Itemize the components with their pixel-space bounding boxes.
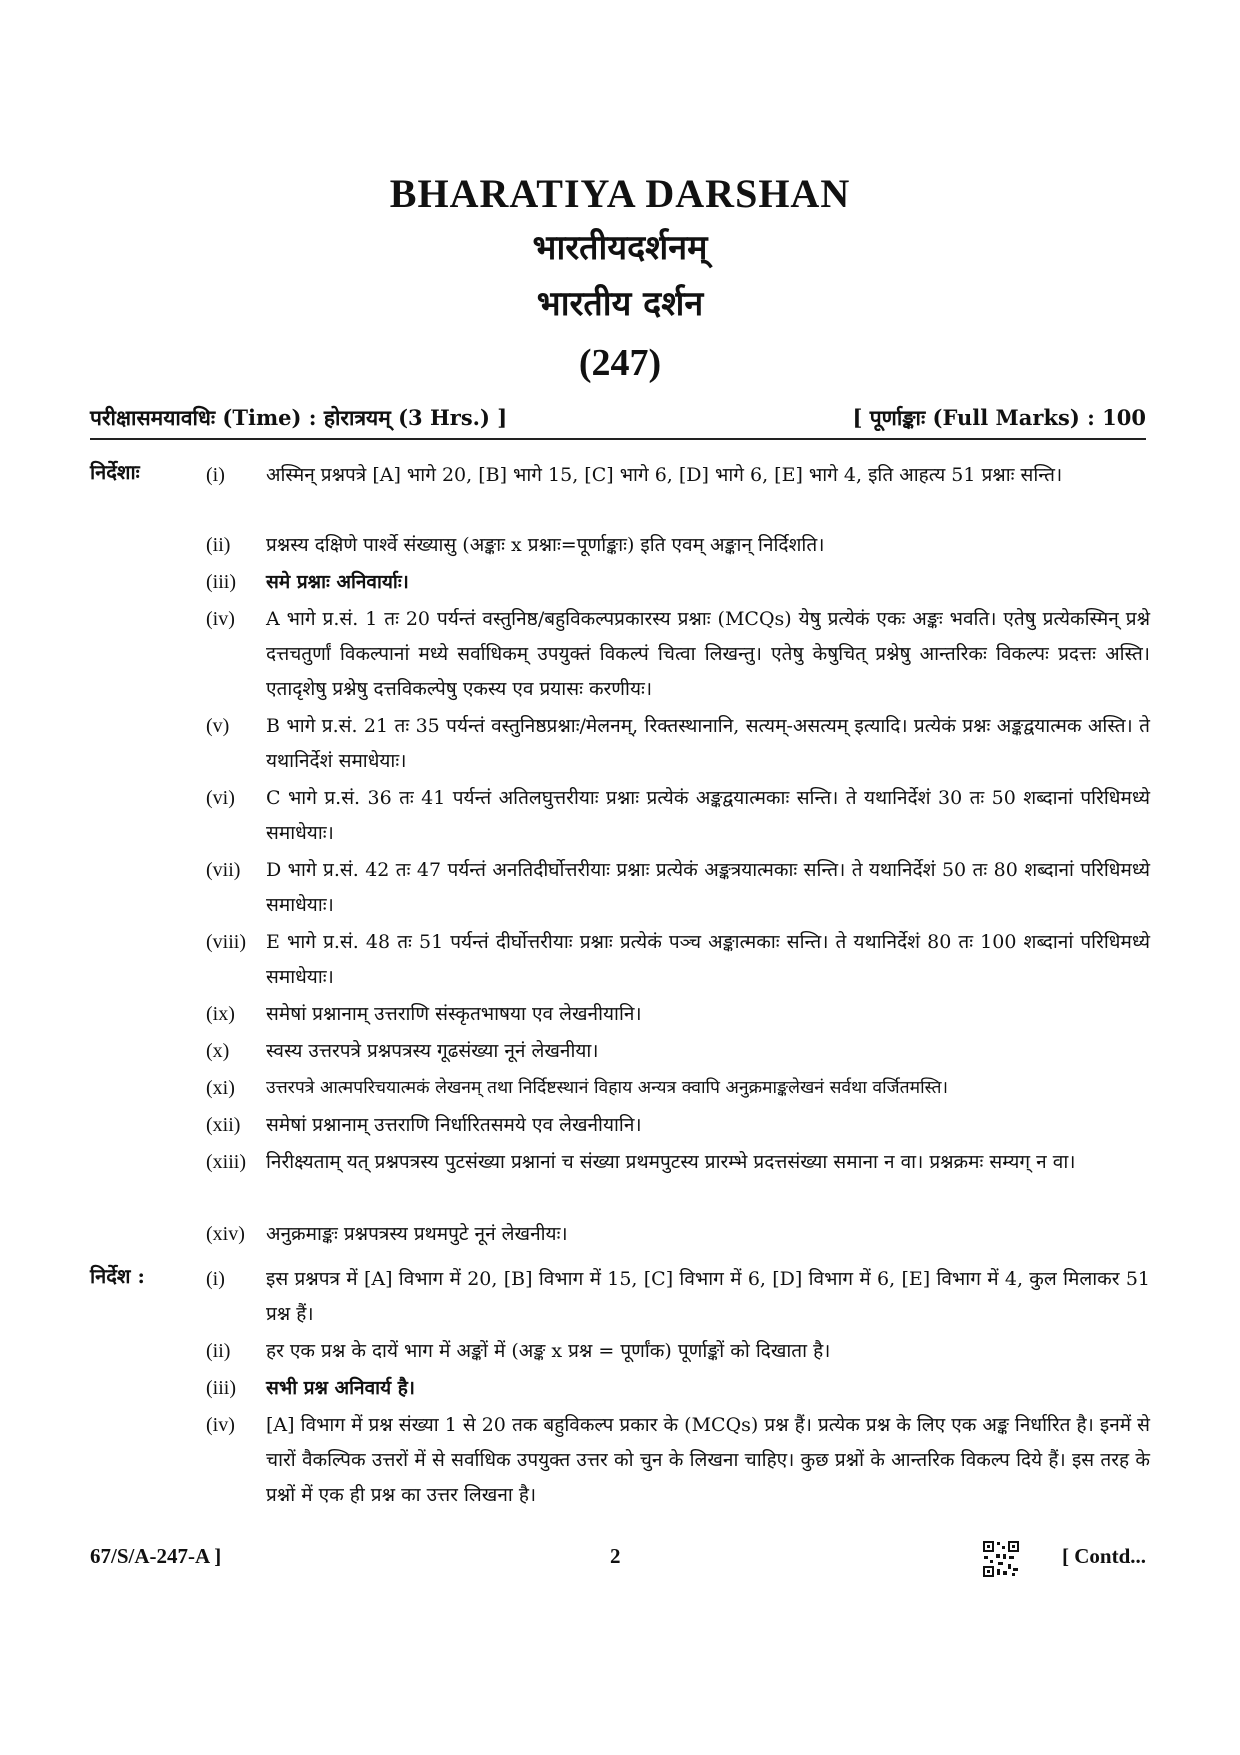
item-text: C भागे प्र.सं. 36 तः 41 पर्यन्तं अतिलघुत्तरीयाः प्रश्नाः प्रत्येकं अङ्कद्वयात्मकाः सन्ति। ते यथानिर्देशं 30 तः 50 शब्दानां परिधिमध्ये समाधेयाः। — [266, 787, 1150, 844]
list-item — [90, 1217, 1150, 1254]
item-number: (xiv) — [206, 1223, 245, 1245]
item-text: समेषां प्रश्नानाम् उत्तराणि निर्धारितसमये एव लेखनीयानि। — [266, 1114, 642, 1136]
item-text: [A] विभाग में प्रश्न संख्या 1 से 20 तक बहुविकल्प प्रकार के (MCQs) प्रश्न हैं। प्रत्येक प्रश्न के लिए एक अङ्क निर्धारित है। इनमें से चारों वैकल्पिक उत्तरों में से सर्वाधिक उपयुक्त उत्तर को चुन के लिखना चाहिए। कुछ प्रश्नों के आन्तरिक विकल्प दिये हैं। इस तरह के प्रश्नों में एक ही प्रश्न का उत्तर लिखना है। — [266, 1414, 1151, 1506]
item-number: (v) — [206, 715, 230, 737]
list-item — [90, 458, 1150, 528]
hindi-instructions — [90, 1262, 1150, 1515]
subject-code: (247) — [578, 342, 662, 384]
time-label: परीक्षासमयावधिः (Time) : होरात्रयम् (3 Hrs.) ] — [90, 405, 508, 430]
item-text: इस प्रश्नपत्र में [A] विभाग में 20, [B] विभाग में 15, [C] विभाग में 6, [D] विभाग में 6, [E] विभाग में 4, कुल मिलाकर 51 प्रश्न हैं। — [266, 1268, 1150, 1325]
list-item — [90, 602, 1150, 709]
list-item — [90, 1371, 1150, 1408]
qr-code-icon — [982, 1540, 1020, 1578]
item-text: समे प्रश्नाः अनिवार्याः। — [266, 571, 409, 593]
title-block — [0, 168, 1240, 394]
paper-code: 67/S/A-247-A ] — [90, 1544, 222, 1568]
item-text: D भागे प्र.सं. 42 तः 47 पर्यन्तं अनतिदीर्घोत्तरीयाः प्रश्नाः प्रत्येकं अङ्कत्रयात्मकाः सन्ति। ते यथानिर्देशं 50 तः 80 शब्दानां परिधिमध्ये समाधेयाः। — [266, 859, 1150, 916]
list-item — [90, 565, 1150, 602]
item-text: समेषां प्रश्नानाम् उत्तराणि संस्कृतभाषया एव लेखनीयानि। — [266, 1003, 642, 1025]
item-number: (ii) — [206, 1340, 231, 1362]
item-text: A भागे प्र.सं. 1 तः 20 पर्यन्तं वस्तुनिष्ठ/बहुविकल्पप्रकारस्य प्रश्नाः (MCQs) येषु प्रत्येकं एकः अङ्कः भवति। एतेषु प्रत्येकस्मिन् प्रश्ने दत्तचतुर्णां विकल्पानां मध्ये सर्वाधिकम् उपयुक्तं विकल्पं चित्वा लिखन्तु। एतेषु केषुचित् प्रश्नेषु आन्तरिकः विकल्पः प्रदत्तः अस्ति। एतादृशेषु प्रश्नेषु दत्तविकल्पेषु एकस्य एव प्रयासः करणीयः। — [266, 608, 1150, 700]
item-text: उत्तरपत्रे आत्मपरिचयात्मकं लेखनम् तथा निर्दिष्टस्थानं विहाय अन्यत्र क्वापि अनुक्रमाङ्कलेखनं सर्वथा वर्जितमस्ति। — [266, 1078, 949, 1098]
list-item — [90, 925, 1150, 997]
list-item — [90, 1334, 1150, 1371]
list-item — [90, 1034, 1150, 1071]
title-sanskrit: भारतीयदर्शनम् — [532, 228, 708, 268]
item-number: (xi) — [206, 1077, 235, 1099]
item-text: स्वस्य उत्तरपत्रे प्रश्नपत्रस्य गूढसंख्या नूनं लेखनीया। — [266, 1040, 599, 1062]
item-text: प्रश्नस्य दक्षिणे पार्श्वे संख्यासु (अङ्काः x प्रश्नाः=पूर्णाङ्काः) इति एवम् अङ्कान् निर्दिशति। — [266, 534, 825, 556]
item-number: (iv) — [206, 608, 235, 630]
item-number: (iii) — [206, 1377, 236, 1399]
list-item — [90, 1408, 1150, 1515]
list-item — [90, 781, 1150, 853]
item-number: (ix) — [206, 1003, 235, 1025]
item-text: सभी प्रश्न अनिवार्य है। — [266, 1377, 415, 1399]
page-footer — [90, 1540, 1146, 1580]
item-number: (i) — [206, 1268, 225, 1290]
item-text: हर एक प्रश्न के दायें भाग में अङ्कों में (अङ्क x प्रश्न = पूर्णांक) पूर्णाङ्कों को दिखाता है। — [266, 1340, 831, 1362]
marks-label: [ पूर्णाङ्काः (Full Marks) : 100 — [852, 405, 1146, 430]
list-item — [90, 1145, 1150, 1217]
title-english: BHARATIYA DARSHAN — [389, 171, 851, 216]
list-item — [90, 853, 1150, 925]
list-item — [90, 528, 1150, 565]
list-item — [90, 1108, 1150, 1145]
list-item — [90, 709, 1150, 781]
continued-label: [ Contd... — [1061, 1544, 1146, 1568]
item-number: (xii) — [206, 1114, 241, 1136]
item-number: (vi) — [206, 787, 235, 809]
item-text: B भागे प्र.सं. 21 तः 35 पर्यन्तं वस्तुनिष्ठप्रश्नाः/मेलनम्, रिक्तस्थानानि, सत्यम्-असत्यम् इत्यादि। प्रत्येकं प्रश्नः अङ्कद्वयात्मक अस्ति। ते यथानिर्देशं समाधेयाः। — [266, 715, 1150, 772]
item-number: (vii) — [206, 859, 241, 881]
item-text: निरीक्ष्यताम् यत् प्रश्नपत्रस्य पुटसंख्या प्रश्नानां च संख्या प्रथमपुटस्य प्रारम्भे प्रदत्तसंख्या समाना न वा। प्रश्नक्रमः सम्यग् न वा। — [266, 1151, 1076, 1173]
sanskrit-instructions — [90, 458, 1150, 1254]
page-number: 2 — [610, 1544, 621, 1568]
item-number: (iv) — [206, 1414, 235, 1436]
item-number: (xiii) — [206, 1151, 246, 1173]
item-number: (viii) — [206, 931, 246, 953]
exam-meta-bar — [90, 404, 1146, 440]
item-text: अनुक्रमाङ्कः प्रश्नपत्रस्य प्रथमपुटे नूनं लेखनीयः। — [266, 1223, 568, 1245]
sanskrit-instructions-heading: निर्देशाः — [90, 460, 140, 484]
hindi-instructions-heading: निर्देश : — [90, 1264, 145, 1288]
list-item — [90, 1071, 1150, 1108]
list-item — [90, 1262, 1150, 1334]
item-number: (ii) — [206, 534, 231, 556]
item-number: (i) — [206, 464, 225, 486]
title-hindi: भारतीय दर्शन — [536, 284, 704, 324]
item-number: (iii) — [206, 571, 236, 593]
item-text: अस्मिन् प्रश्नपत्रे [A] भागे 20, [B] भागे 15, [C] भागे 6, [D] भागे 6, [E] भागे 4, इति आहत्य 51 प्रश्नाः सन्ति। — [266, 464, 1063, 486]
list-item — [90, 997, 1150, 1034]
item-text: E भागे प्र.सं. 48 तः 51 पर्यन्तं दीर्घोत्तरीयाः प्रश्नाः प्रत्येकं पञ्च अङ्कात्मकाः सन्ति। ते यथानिर्देशं 80 तः 100 शब्दानां परिधिमध्ये समाधेयाः। — [266, 931, 1150, 988]
item-number: (x) — [206, 1040, 230, 1062]
